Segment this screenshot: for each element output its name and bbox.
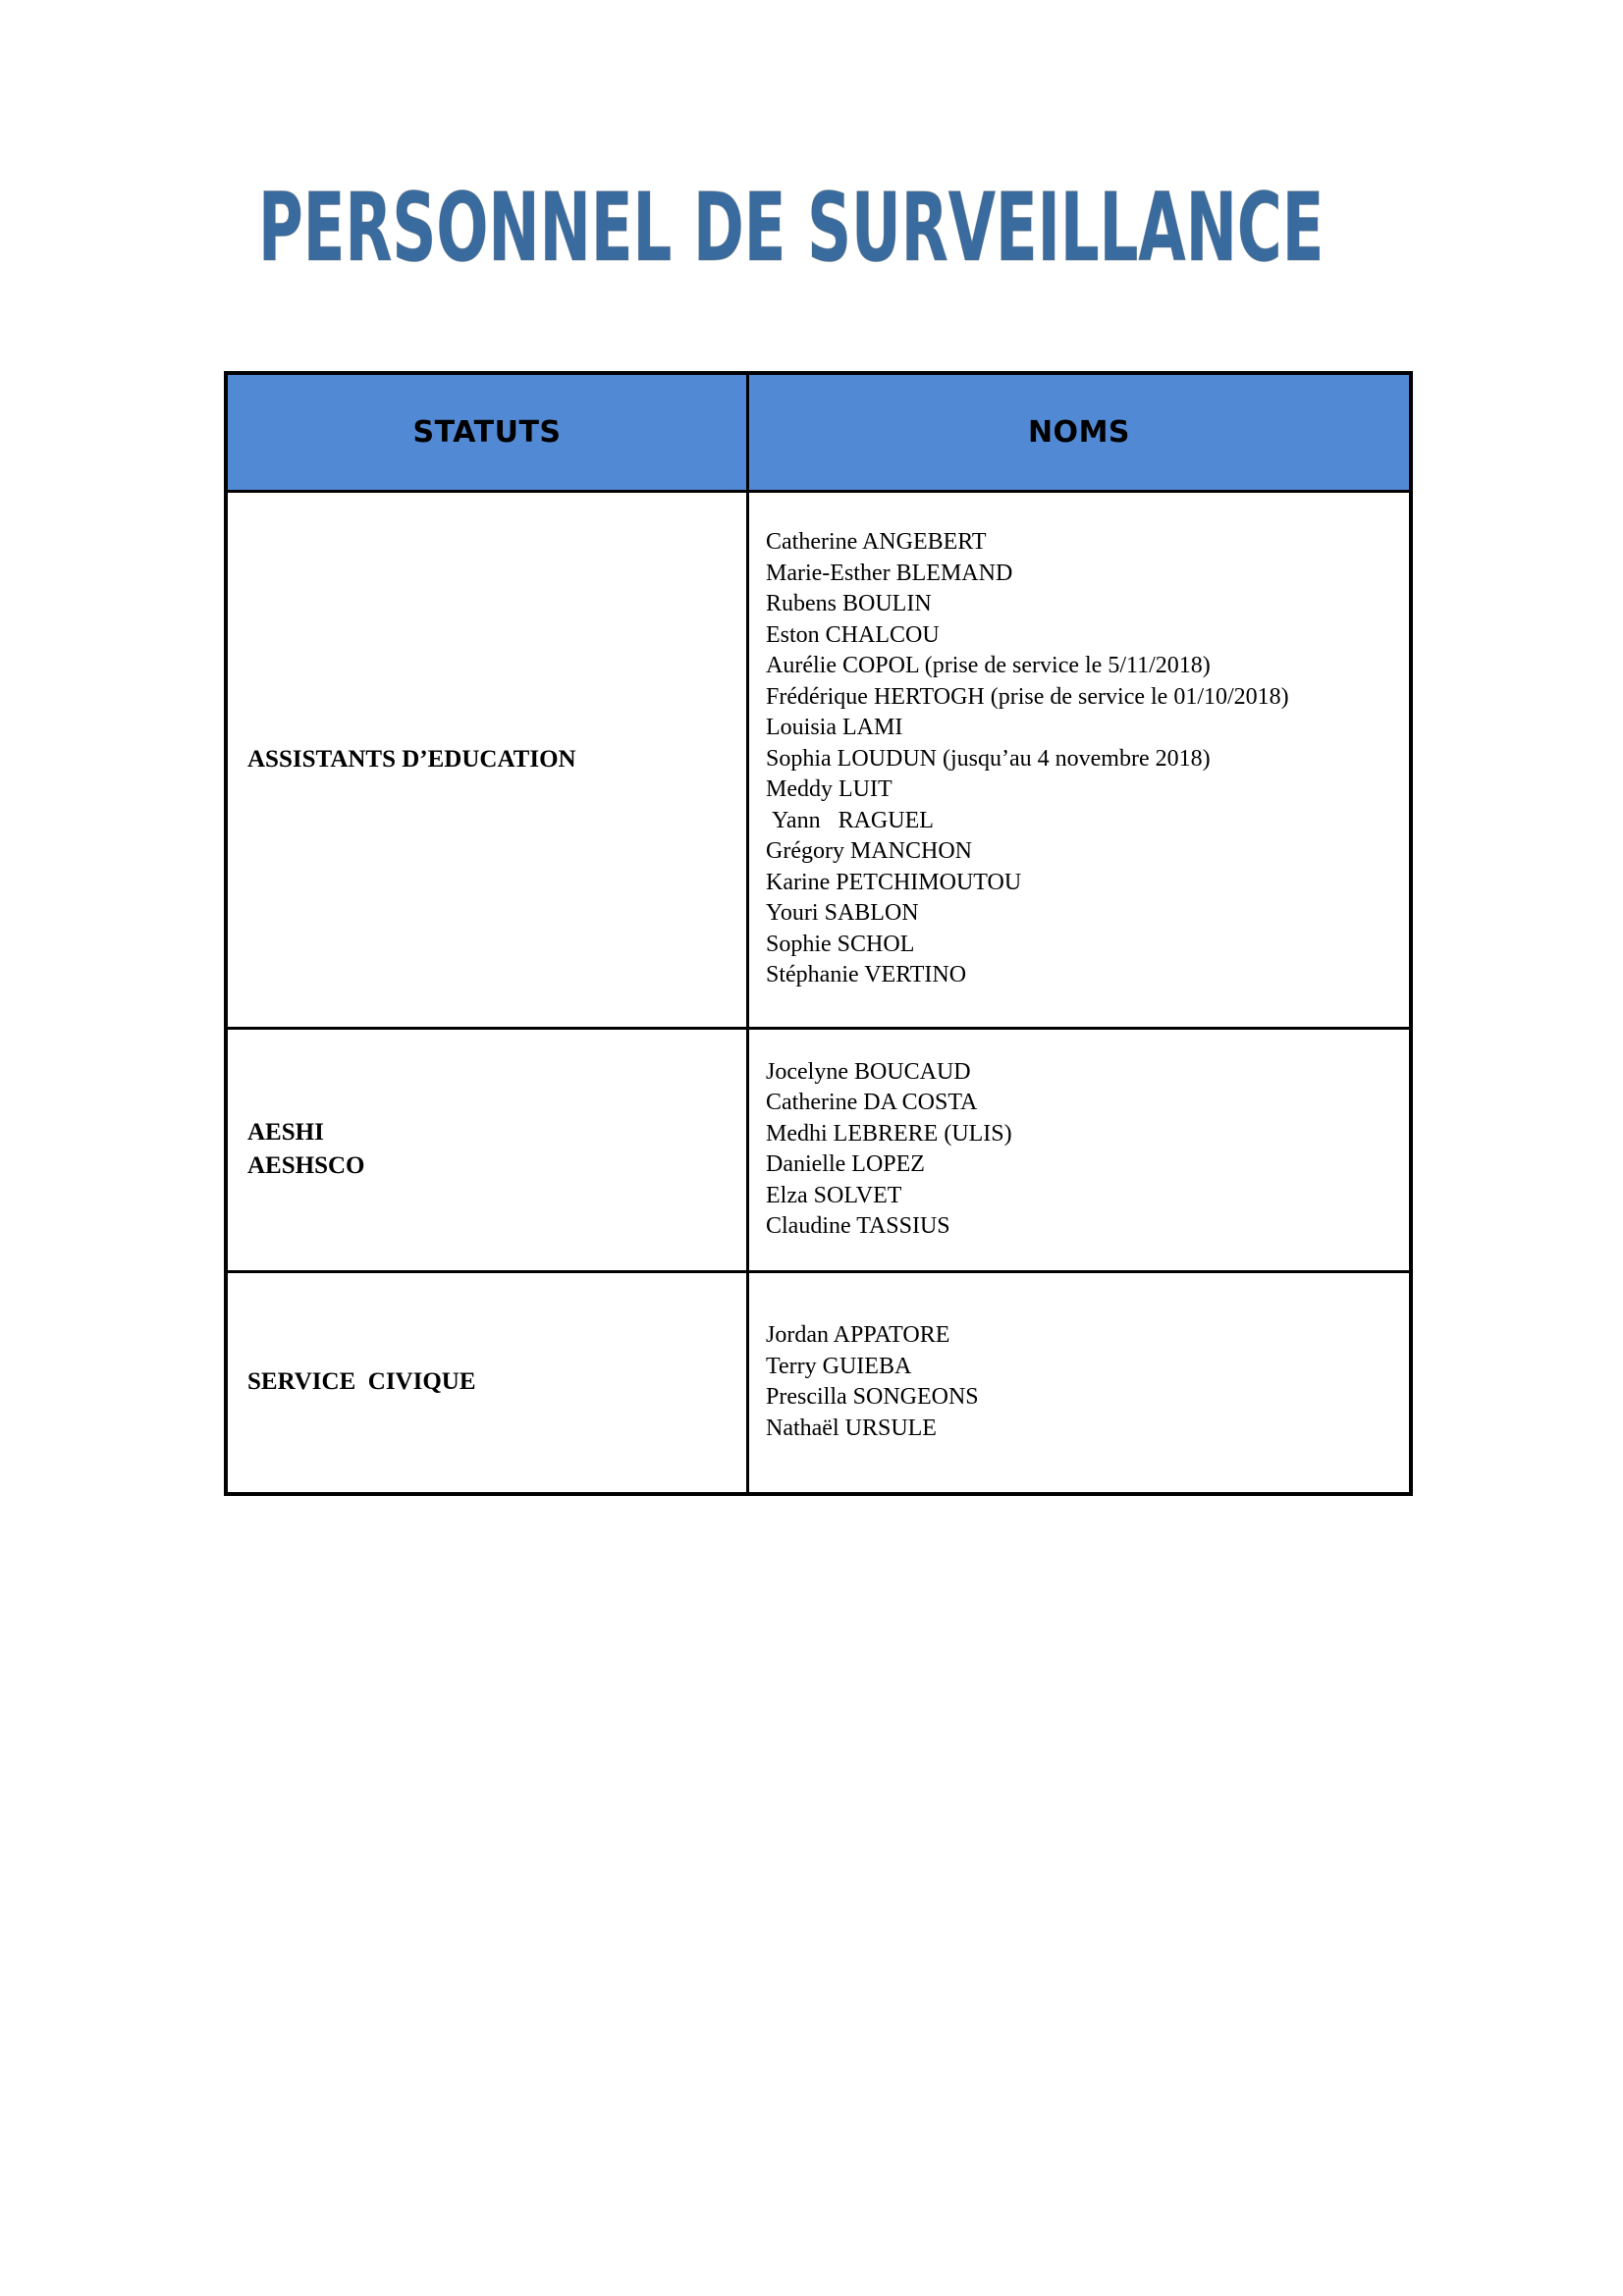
header-row — [226, 373, 1411, 491]
name-item: Stéphanie VERTINO — [766, 962, 967, 988]
table-row — [226, 491, 1411, 1028]
names-cell — [748, 491, 1412, 1028]
name-item: Medhi LEBRERE (ULIS) — [766, 1120, 1012, 1147]
name-item: Sophie SCHOL — [766, 931, 915, 957]
status-label: ASSISTANTS D’EDUCATION — [247, 745, 576, 773]
name-item: Nathaël URSULE — [766, 1415, 937, 1441]
name-item: Prescilla SONGEONS — [766, 1384, 979, 1411]
table-row — [226, 1271, 1411, 1494]
name-item: Karine PETCHIMOUTOU — [766, 869, 1022, 895]
name-item: Louisia LAMI — [766, 715, 903, 741]
name-item: Catherine ANGEBERT — [766, 529, 987, 556]
table-row — [226, 1028, 1411, 1271]
status-cell — [226, 491, 748, 1028]
name-item: Eston CHALCOU — [766, 621, 940, 648]
name-item: Elza SOLVET — [766, 1182, 902, 1208]
name-item: Jordan APPATORE — [766, 1322, 950, 1349]
name-item: Youri SABLON — [766, 900, 919, 927]
name-item: Marie-Esther BLEMAND — [766, 560, 1013, 586]
personnel-table — [224, 371, 1413, 1496]
page-title: PERSONNEL DE SURVEILLANCE — [258, 173, 1325, 283]
table-header — [226, 373, 1411, 491]
status-cell — [226, 1271, 748, 1494]
name-item: Jocelyne BOUCAUD — [766, 1058, 971, 1085]
name-item: Rubens BOULIN — [766, 591, 932, 617]
status-cell — [226, 1028, 748, 1271]
names-cell — [748, 1271, 1412, 1494]
name-item: Grégory MANCHON — [766, 838, 972, 865]
name-item: Frédérique HERTOGH (prise de service le 01/10/2018) — [766, 683, 1289, 710]
name-item: Claudine TASSIUS — [766, 1213, 950, 1239]
name-item: Sophia LOUDUN (jusqu’au 4 novembre 2018) — [766, 745, 1211, 772]
status-label: AESHSCO — [247, 1152, 365, 1179]
table-body — [226, 491, 1411, 1494]
column-header-statuts: STATUTS — [226, 373, 748, 491]
name-item: Meddy LUIT — [766, 776, 893, 803]
name-item: Catherine DA COSTA — [766, 1090, 978, 1115]
status-label: SERVICE CIVIQUE — [247, 1368, 476, 1396]
name-item: Aurélie COPOL (prise de service le 5/11/2018) — [766, 653, 1211, 679]
column-header-noms: NOMS — [748, 373, 1412, 491]
status-label: AESHI — [247, 1119, 324, 1146]
name-item: Yann RAGUEL — [766, 807, 934, 833]
names-cell — [748, 1028, 1412, 1271]
name-item: Danielle LOPEZ — [766, 1151, 925, 1177]
name-item: Terry GUIEBA — [766, 1353, 912, 1379]
